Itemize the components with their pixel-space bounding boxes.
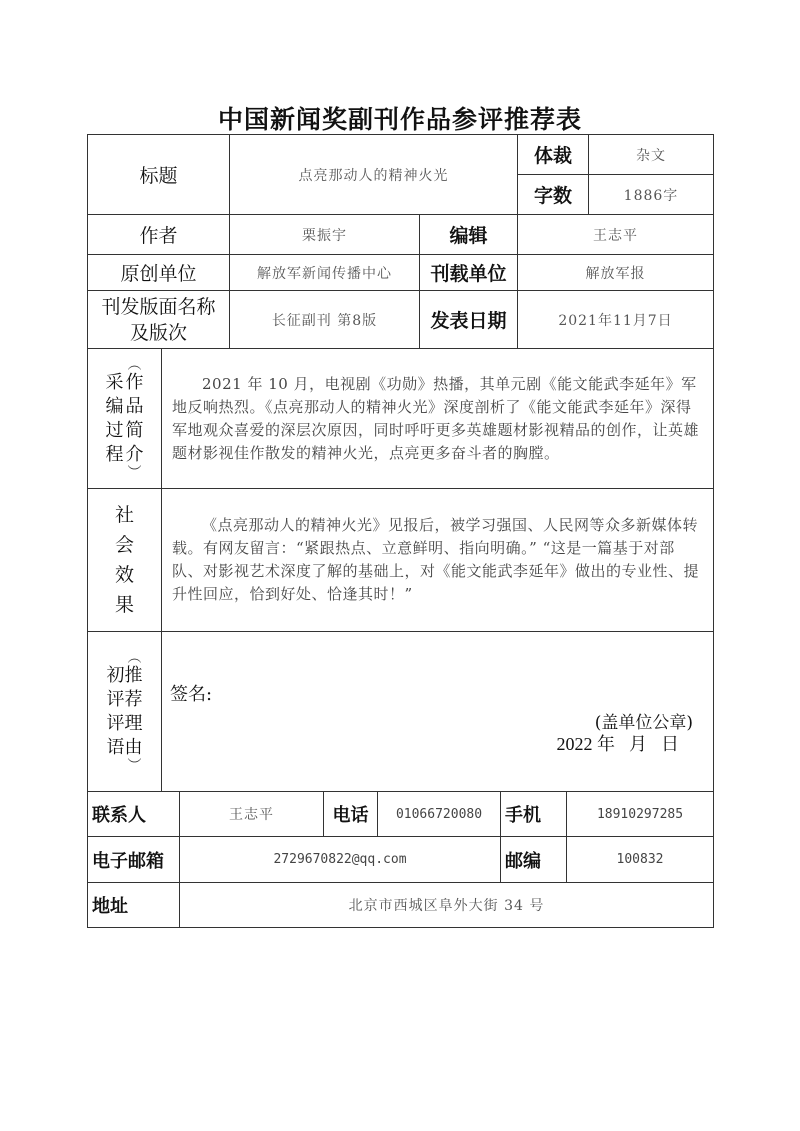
intro-label-char: 简 (125, 419, 144, 441)
editor-value: 王志平 (518, 215, 714, 255)
date-day: 日 (661, 734, 679, 754)
intro-label-char: 采 (105, 371, 124, 393)
contact-person-label: 联系人 (88, 792, 180, 837)
recommend-label-row (88, 712, 161, 736)
wordcount-value: 1886字 (589, 175, 714, 215)
form-title: 中国新闻奖副刊作品参评推荐表 (217, 105, 582, 134)
author-label: 作者 (88, 215, 230, 255)
intro-label-left-col (106, 371, 124, 467)
recommend-label-row (88, 736, 161, 760)
recommend-label-char: 评 (106, 688, 125, 710)
recommend-label (88, 632, 162, 792)
date-year: 2022 年 (556, 734, 615, 754)
page-name-label-line2: 及版次 (129, 321, 187, 344)
wordcount-label: 字数 (518, 175, 589, 215)
effect-text-cell (162, 489, 714, 632)
mobile-value: 18910297285 (567, 792, 714, 837)
intro-label-char: 品 (125, 395, 144, 417)
recommend-label-char: 推 (124, 664, 143, 686)
title-value: 点亮那动人的精神火光 (230, 135, 518, 215)
recommend-label-char: 语 (106, 736, 125, 758)
effect-label-char: 社 (114, 504, 134, 526)
signature-area[interactable] (162, 632, 714, 792)
date-month: 月 (629, 734, 647, 754)
intro-label-char: 程 (105, 443, 124, 465)
intro-label-right-col (126, 371, 144, 467)
origin-unit-label: 原创单位 (88, 255, 230, 291)
postcode-label: 邮编 (501, 837, 567, 883)
effect-label-char: 会 (114, 534, 134, 556)
recommend-label-char: 荐 (124, 688, 143, 710)
paren-close-icon: ︶ (127, 757, 142, 774)
intro-label-char: 介 (125, 443, 144, 465)
contact-person-value: 王志平 (180, 792, 324, 837)
signature-date (557, 730, 680, 756)
genre-value: 杂文 (589, 135, 714, 175)
recommend-label-char: 由 (124, 736, 143, 758)
signature-label: 签名: (170, 684, 213, 705)
intro-label-char: 过 (105, 419, 124, 441)
intro-label (88, 349, 162, 489)
publish-unit-label: 刊载单位 (420, 255, 518, 291)
recommend-label-char: 初 (106, 664, 125, 686)
info-table (87, 134, 714, 349)
address-value: 北京市西城区阜外大街 34 号 (180, 883, 714, 928)
postcode-value: 100832 (567, 837, 714, 883)
title-label: 标题 (88, 135, 230, 215)
effect-label (88, 489, 162, 632)
publish-unit-value: 解放军报 (518, 255, 714, 291)
contact-table (87, 791, 714, 928)
page-name-label (88, 291, 230, 349)
mobile-label: 手机 (501, 792, 567, 837)
recommend-label-char: 评 (106, 712, 125, 734)
email-value: 2729670822@qq.com (180, 837, 501, 883)
effect-label-char: 果 (114, 594, 134, 616)
publish-date-label: 发表日期 (420, 291, 518, 349)
recommend-label-char: 理 (124, 712, 143, 734)
recommend-label-row (88, 664, 161, 688)
email-label: 电子邮箱 (88, 837, 180, 883)
effect-text: 《点亮那动人的精神火光》见报后，被学习强国、人民网等众多新媒体转载。有网友留言：“紧跟热点、立意鲜明、指向明确。” “这是一篇基于对部队、对影视艺术深度了解的基础上，对《能文能武李延年》做出的专业性、提升性回应，恰到好处、恰逢其时！” (172, 516, 700, 603)
intro-text-cell (162, 349, 714, 489)
phone-value: 01066720080 (378, 792, 501, 837)
phone-label: 电话 (324, 792, 378, 837)
seal-note: (盖单位公章) (594, 713, 693, 733)
effect-label-char: 效 (114, 564, 134, 586)
description-table (87, 348, 714, 792)
editor-label: 编辑 (420, 215, 518, 255)
paren-close-icon: ︶ (127, 464, 142, 481)
author-value: 栗振宇 (230, 215, 420, 255)
paren-open-icon: ︵ (127, 649, 142, 666)
page-name-value: 长征副刊 第8版 (230, 291, 420, 349)
intro-text: 2021 年 10 月，电视剧《功勋》热播，其单元剧《能文能武李延年》军地反响热烈。《点亮那动人的精神火光》深度剖析了《能文能武李延年》深得军地观众喜爱的深层次原因，同时呼吁更多英雄题材影视精品的创作，让英雄题材影视佳作散发的精神火光，点亮更多奋斗者的胸膛。 (172, 374, 700, 462)
page-name-label-line1: 刊发版面名称 (101, 295, 216, 318)
recommend-label-row (88, 688, 161, 712)
intro-label-char: 编 (105, 395, 124, 417)
intro-label-char: 作 (125, 371, 144, 393)
publish-date-value: 2021年11月7日 (518, 291, 714, 349)
paren-open-icon: ︵ (127, 356, 142, 373)
address-label: 地址 (88, 883, 180, 928)
genre-label: 体裁 (518, 135, 589, 175)
origin-unit-value: 解放军新闻传播中心 (230, 255, 420, 291)
